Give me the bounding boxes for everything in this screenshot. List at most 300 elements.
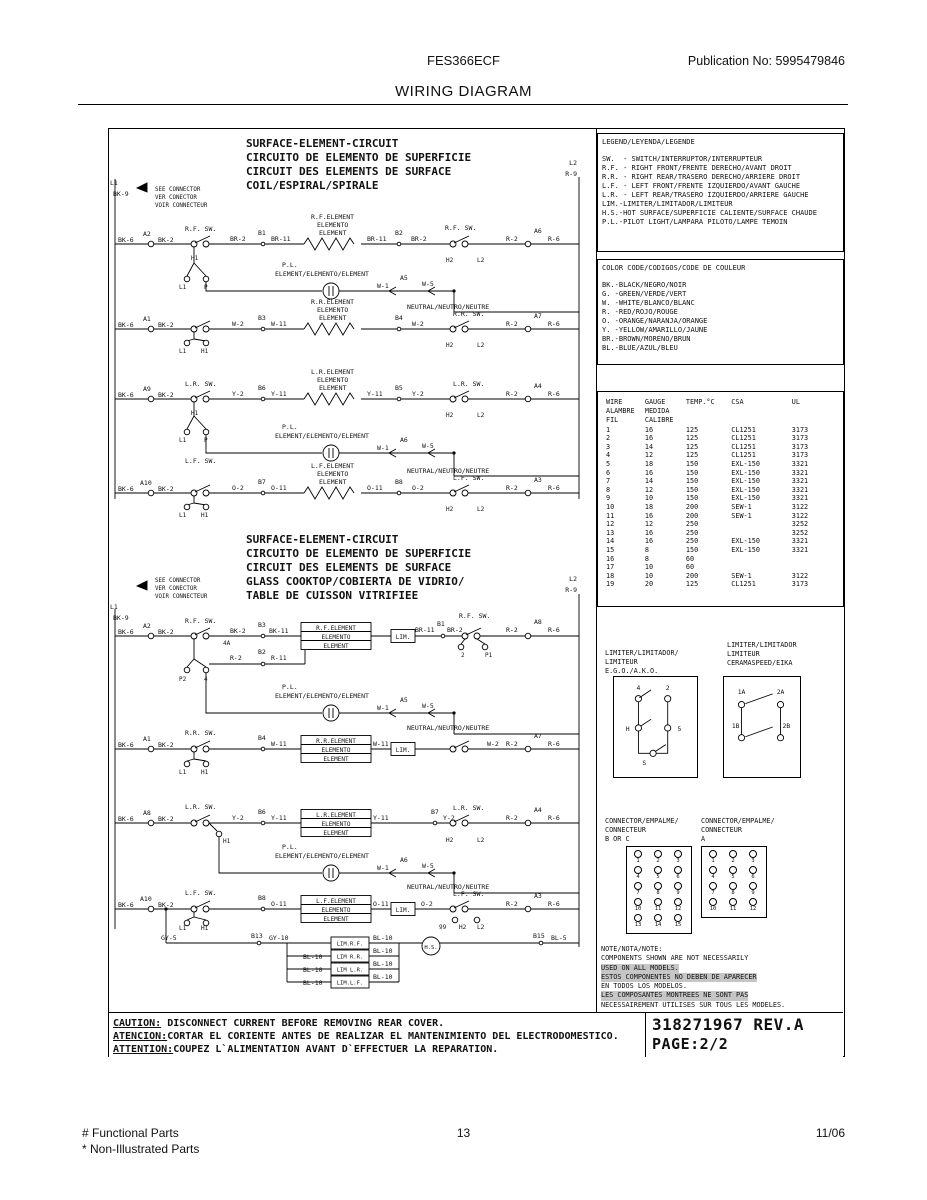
limiter-right-title [727,641,797,668]
diagram-label: H1 [201,348,209,355]
diagram-label: ELEMENTO [317,470,349,478]
diagram-label: R-6 [548,320,560,328]
diagram-label: Y-2 [232,390,244,398]
diagram-label: R-9 [565,586,577,594]
diagram-label: R-2 [506,320,518,328]
connector-section [597,811,844,941]
diagram-label: COIL/ESPIRAL/SPIRALE [246,179,379,192]
caution-lead: CAUTION: [113,1018,162,1029]
wire-table-row: 19 20 125 CL1251 3173 [606,580,809,589]
diagram-label: L2 [569,159,577,167]
diagram-label: H1 [223,838,231,845]
limiter-left-title [605,649,679,676]
connector-pin: 8 [648,882,668,898]
diagram-label: O-11 [271,484,287,492]
limiter-terminal-label: 1A [737,688,746,696]
wire-table-header [606,398,835,425]
pin-circle-icon [729,850,737,858]
diagram-label: H2 [446,412,454,419]
connector-title-line: CONNECTOR/EMPALME/ [701,817,775,825]
diagram-label: L2 [477,342,485,349]
diagram-label: R-2 [506,484,518,492]
diagram-label: O-2 [412,484,424,492]
color-code-item: O. -ORANGE/NARANJA/ORANGE [602,317,708,325]
diagram-label: L.R.ELEMENT [311,368,355,376]
diagram-label: GY-5 [161,934,177,942]
footer-date: 11/06 [815,1126,845,1140]
diagram-label: NEUTRAL/NEUTRO/NEUTRE [407,724,490,732]
diagram-label: BL-10 [303,966,323,974]
diagram-label: A7 [534,732,542,740]
color-code-items [602,281,839,353]
diagram-label: B2 [258,648,266,656]
diagram-label: BL-10 [303,979,323,987]
diagram-label: L2 [477,506,485,513]
connector-b-or-c [626,846,692,934]
diagram-label: BK-6 [118,741,134,749]
diagram-label: Y-2 [443,814,455,822]
connector-pin: 6 [668,866,688,882]
connector-pin: 11 [648,898,668,914]
pin-circle-icon [634,866,642,874]
publication-number: Publication No: 5995479846 [687,54,845,68]
diagram-label: O-2 [232,484,244,492]
diagram-label: Y-11 [367,390,383,398]
diagram-label: VOIR CONNECTEUR [155,594,208,600]
diagram-label: W-2 [487,740,499,748]
caution-line-fr [113,1043,641,1056]
diagram-label: P.L. [282,843,298,851]
diagram-label: R.F. SW. [185,617,217,625]
diagram-label: BK-11 [269,627,289,635]
connector-title-line: B OR C [605,835,630,843]
diagram-label: A6 [400,856,408,864]
limiter-title-line: LIMITER/LIMITADOR [727,641,797,649]
footer-non-illustrated-parts: * Non-Illustrated Parts [82,1142,200,1156]
legend-items [602,155,839,227]
pin-circle-icon [709,866,717,874]
caution-line-es [113,1030,641,1043]
diagram-label: BK-2 [158,485,174,493]
wire-table-row: 10 18 200 SEW-1 3122 [606,502,809,511]
footer-functional-parts: # Functional Parts [82,1126,179,1140]
connector-pin: 8 [723,882,743,898]
diagram-label: TABLE DE CUISSON VITRIFIEE [246,589,419,602]
diagram-label: L2 [477,837,485,844]
diagram-label: CIRCUITO DE ELEMENTO DE SUPERFICIE [246,151,472,164]
diagram-label: R.R. SW. [453,310,485,318]
connector-left-title [605,817,679,844]
legend-item: LIM.-LIMITER/LIMITADOR/LIMITEUR [602,200,733,208]
diagram-label: P [204,284,208,291]
diagram-label: B7 [258,478,266,486]
diagram-label: NEUTRAL/NEUTRO/NEUTRE [407,883,490,891]
diagram-label: R-6 [548,740,560,748]
pin-circle-icon [654,850,662,858]
diagram-label: NEUTRAL/NEUTRO/NEUTRE [407,467,490,475]
limiter-title-line: LIMITER/LIMITADOR/ [605,649,679,657]
diagram-label: L2 [569,575,577,583]
limiter-terminal-label: 2 [665,684,670,692]
diagram-label: H1 [201,769,209,776]
pin-circle-icon [654,914,662,922]
diagram-label: R-2 [506,235,518,243]
legend-item: R.F. - RIGHT FRONT/FRENTE DERECHO/AVANT DROIT [602,164,792,172]
diagram-label: BK-6 [118,815,134,823]
diagram-label: R-6 [548,390,560,398]
legend-item: L.R. - LEFT REAR/TRASERO IZQUIERDO/ARRIERE GAUCHE [602,191,809,199]
connector-pin: 10 [628,898,648,914]
diagram-label: L1 [179,348,187,355]
note-lines [601,954,842,1010]
diagram-label: L2 [477,412,485,419]
diagram-label: R.F. SW. [445,224,477,232]
diagram-label: LIM. [395,634,411,641]
diagram-label: BK-2 [158,321,174,329]
limiter-terminal-label: 2A [776,688,785,696]
connector-title-line: CONNECTEUR [701,826,742,834]
pin-circle-icon [749,866,757,874]
diagram-label: BK-6 [118,321,134,329]
color-code-item: W. -WHITE/BLANCO/BLANC [602,299,695,307]
diagram-label: 4A [223,640,231,647]
diagram-label: L2 [477,257,485,264]
diagram-labels [110,137,577,987]
connector-pin: 2 [648,850,668,866]
wiring-schematic [109,129,590,1058]
diagram-label: A7 [534,312,542,320]
diagram-label: W-5 [422,702,434,710]
diagram-label: ELEMENTO [321,747,351,754]
diagram-label: SEE CONNECTOR [155,187,201,193]
diagram-label: B4 [258,734,266,742]
diagram-label: R.R.ELEMENT [316,738,356,745]
wire-table-row: 4 12 125 CL1251 3173 [606,451,809,460]
diagram-label: BR-2 [447,626,463,634]
diagram-label: A5 [400,696,408,704]
diagram-label: SURFACE-ELEMENT-CIRCUIT [246,533,399,546]
connector-title-line: A [701,835,706,843]
connector-pin: 2 [723,850,743,866]
diagram-label: BL-10 [303,953,323,961]
diagram-label: A2 [143,622,151,630]
diagram-label: BK-6 [118,391,134,399]
diagram-label: B5 [395,384,403,392]
diagram-label: A9 [143,385,151,393]
diagram-label: Y-11 [271,390,287,398]
diagram-label: H2 [446,342,454,349]
diagram-label: W-1 [377,704,389,712]
wire-table-row: 9 10 150 EXL-150 3321 [606,494,809,503]
diagram-label: R.R.ELEMENT [311,298,355,306]
note-panel [597,943,846,1012]
diagram-label: BK-6 [118,485,134,493]
connector-pin: 13 [628,914,648,930]
diagram-label: BR-11 [271,235,291,243]
diagram-label: R-2 [506,390,518,398]
diagram-label: Y-11 [271,814,287,822]
connector-pin: 9 [668,882,688,898]
note-line: USED ON ALL MODELS. [601,963,679,972]
note-line: LES COMPOSANTES MONTREES NE SONT PAS [601,991,749,1000]
diagram-label: P1 [485,652,493,659]
diagram-label: R.F. SW. [185,225,217,233]
diagram-label: H2 [446,837,454,844]
diagram-label: B6 [258,384,266,392]
caution-rest: COUPEZ L`ALIMENTATION AVANT D`EFFECTUER LA REPARATION. [173,1044,499,1056]
connector-pin: 7 [703,882,723,898]
diagram-label: L1 [179,284,187,291]
diagram-label: R-2 [506,900,518,908]
diagram-label: B6 [258,808,266,816]
legend-item: P.L.-PILOT LIGHT/LAMPARA PILOTO/LAMPE TEMOIN [602,218,788,226]
caution-lead: ATENCION: [113,1031,168,1043]
diagram-label: L.F.ELEMENT [316,898,356,905]
connector-pin: 4 [703,866,723,882]
diagram-label: R-2 [506,626,518,634]
diagram-label: BL-5 [551,934,567,942]
color-code-item: Y. -YELLOW/AMARILLO/JAUNE [602,326,708,334]
diagram-label: A6 [400,436,408,444]
diagram-label: R.R. SW. [185,729,217,737]
wire-table-row: 2 16 125 CL1251 3173 [606,434,809,443]
diagram-label: BK-2 [158,236,174,244]
diagram-label: ELEMENTO [317,376,349,384]
diagram-label: BL-10 [373,934,393,942]
wire-table-row: 17 10 60 [606,563,695,572]
diagram-label: ELEMENTO [321,821,351,828]
diagram-label: L2 [477,924,485,931]
limiter-title-line: LIMITEUR [605,658,638,666]
diagram-label: ELEMENT [319,384,347,392]
color-code-panel [597,259,844,365]
diagram-label: L1 [110,603,118,611]
diagram-label: A6 [534,227,542,235]
pin-circle-icon [709,898,717,906]
diagram-label: L1 [110,179,118,187]
legend-item: R.R. - RIGHT REAR/TRASERO DERECHO/ARRIERE DROIT [602,173,801,181]
diagram-label: O-11 [373,900,389,908]
diagram-label: H1 [201,512,209,519]
diagram-label: BR-11 [415,626,435,634]
wire-table-body [606,425,835,588]
diagram-label: BR-11 [367,235,387,243]
diagram-label: R.F. SW. [459,612,491,620]
diagram-label: A2 [143,230,151,238]
limiter-ceramaspeed-diagram [723,676,801,778]
pin-circle-icon [674,882,682,890]
note-line: ESTOS COMPONENTES NO DEBEN DE APARECER [601,972,757,981]
pin-circle-icon [674,850,682,858]
diagram-label: L1 [179,925,187,932]
diagram-label: L.R. SW. [185,803,217,811]
note-line: NECESSAIREMENT UTILISES SUR TOUS LES MODELES. [601,1000,786,1009]
caution-line-en [113,1017,641,1030]
diagram-label: ELEMENT [323,643,349,650]
wire-gauge-panel [597,391,844,607]
diagram-label: W-11 [271,740,287,748]
title-rule [78,104,848,105]
diagram-label: A8 [534,618,542,626]
limiter-ego-diagram [613,676,698,778]
diagram-label: L.F.ELEMENT [311,462,355,470]
diagram-label: B1 [437,620,445,628]
diagram-label: H2 [446,506,454,513]
connector-pin: 12 [668,898,688,914]
diagram-label: CIRCUIT DES ELEMENTS DE SURFACE [246,165,452,178]
connector-pin: 5 [648,866,668,882]
diagram-label: P.L. [282,423,298,431]
diagram-label: R-6 [548,900,560,908]
pin-circle-icon [634,850,642,858]
pin-circle-icon [674,866,682,874]
diagram-label: L1 [179,437,187,444]
page-title-model: FES366ECF [427,53,500,68]
connector-pin: 3 [668,850,688,866]
pin-circle-icon [634,898,642,906]
diagram-label: BL-10 [373,973,393,981]
diagram-label: A4 [534,382,542,390]
diagram-label: R-6 [548,235,560,243]
diagram-label: ELEMENTO [321,907,351,914]
connector-pin: 12 [743,898,763,914]
limiter-terminal-label: 1B [731,722,740,730]
diagram-label: L.F. SW. [185,457,217,465]
diagram-label: W-1 [377,444,389,452]
wire-table-row: 6 16 150 EXL-150 3321 [606,468,809,477]
connector-title-line: CONNECTEUR [605,826,646,834]
diagram-label: ELEMENT/ELEMENTO/ELEMENT [275,432,369,440]
legend-item: SW. - SWITCH/INTERRUPTOR/INTERRUPTEUR [602,155,763,163]
diagram-label: BK-2 [158,628,174,636]
diagram-label: O-2 [421,900,433,908]
diagram-label: W-5 [422,280,434,288]
diagram-label: BR-2 [230,235,246,243]
diagram-label: B15 [533,932,545,940]
pin-circle-icon [654,866,662,874]
diagram-label: ELEMENT/ELEMENTO/ELEMENT [275,692,369,700]
limiter-title-line: LIMITEUR [727,650,760,658]
limiter-terminal-label: 2B [782,722,791,730]
diagram-label: O-11 [271,900,287,908]
diagram-label: BK-6 [118,901,134,909]
legend-item: L.F. - LEFT FRONT/FRENTE IZQUIERDO/AVANT GAUCHE [602,182,801,190]
diagram-label: P.L. [282,683,298,691]
limiter-terminal-label: S [642,760,647,768]
diagram-label: L1 [179,512,187,519]
diagram-label: 4 [204,676,208,683]
diagram-label: BK-2 [158,391,174,399]
diagram-label: A1 [143,735,151,743]
pin-circle-icon [634,882,642,890]
diagram-label: B4 [395,314,403,322]
diagram-label: 99 [439,924,447,931]
connector-pin: 9 [743,882,763,898]
pin-circle-icon [729,866,737,874]
diagram-label: B2 [395,229,403,237]
caution-lead: ATTENTION: [113,1044,174,1056]
diagram-label: BR-2 [411,235,427,243]
pin-circle-icon [674,898,682,906]
wire-table-row: 13 16 250 3252 [606,528,809,537]
part-number: 318271967 REV.A [652,1015,804,1034]
caution-text [109,1013,646,1057]
pin-circle-icon [709,882,717,890]
diagram-label: B8 [395,478,403,486]
diagram-label: R.F.ELEMENT [311,213,355,221]
diagram-label: ELEMENT [319,314,347,322]
diagram-label: GLASS COOKTOP/COBIERTA DE VIDRIO/ [246,575,465,588]
diagram-label: ELEMENT [323,830,349,837]
diagram-label: R-6 [548,484,560,492]
diagram-label: W-11 [271,320,287,328]
pin-circle-icon [729,882,737,890]
connector-right-title [701,817,775,844]
diagram-label: GY-10 [269,934,289,942]
pin-circle-icon [654,882,662,890]
limiter-title-line: E.G.O./A.K.O. [605,667,659,675]
connector-pin: 1 [703,850,723,866]
diagram-label: A10 [140,895,152,903]
diagram-label: CIRCUIT DES ELEMENTS DE SURFACE [246,561,452,574]
diagram-label: R.F.ELEMENT [316,625,356,632]
diagram-label: H2 [459,924,467,931]
diagram-label: ELEMENT/ELEMENTO/ELEMENT [275,852,369,860]
diagram-label: P [204,437,208,444]
diagram-label: BK-2 [158,901,174,909]
diagram-label: ELEMENTO [321,634,351,641]
color-code-item: BR.-BROWN/MORENO/BRUN [602,335,691,343]
diagram-label: R-2 [506,740,518,748]
diagram-label: R-11 [271,654,287,662]
diagram-label: BL-10 [373,947,393,955]
diagram-label: A3 [534,476,542,484]
diagram-label: LIM. [395,907,411,914]
diagram-label: B7 [431,808,439,816]
diagram-label: R-9 [565,170,577,178]
wiring-diagram-frame [108,128,845,1057]
diagram-label: W-11 [373,740,389,748]
diagram-label: L.F. SW. [185,889,217,897]
caution-rest: DISCONNECT CURRENT BEFORE REMOVING REAR COVER. [161,1018,445,1029]
connector-pin: 6 [743,866,763,882]
diagram-label: H.S. [424,945,438,951]
pin-circle-icon [749,898,757,906]
diagram-label: LIM R.R. [336,954,364,961]
limiter-terminal-label: 4 [636,684,641,692]
wire-table-row: 14 16 250 EXL-150 3321 [606,537,809,546]
connector-pin: 15 [668,914,688,930]
connector-pin: 10 [703,898,723,914]
diagram-label: A4 [534,806,542,814]
diagram-label: W-5 [422,862,434,870]
diagram-label: LIM.L.F. [336,980,364,987]
diagram-label: R-6 [548,626,560,634]
pin-circle-icon [729,898,737,906]
diagram-label: A1 [143,315,151,323]
diagram-label: H1 [201,925,209,932]
page-indicator: PAGE:2/2 [652,1035,729,1053]
diagram-label: BK-2 [158,815,174,823]
diagram-label: W-2 [412,320,424,328]
limiter-terminal-label: 5 [677,725,682,733]
diagram-label: B3 [258,314,266,322]
diagram-label: 2 [461,652,465,659]
diagram-label: ELEMENT [319,229,347,237]
diagram-label: A5 [400,274,408,282]
diagram-label: ELEMENT/ELEMENTO/ELEMENT [275,270,369,278]
diagram-label: W-5 [422,442,434,450]
